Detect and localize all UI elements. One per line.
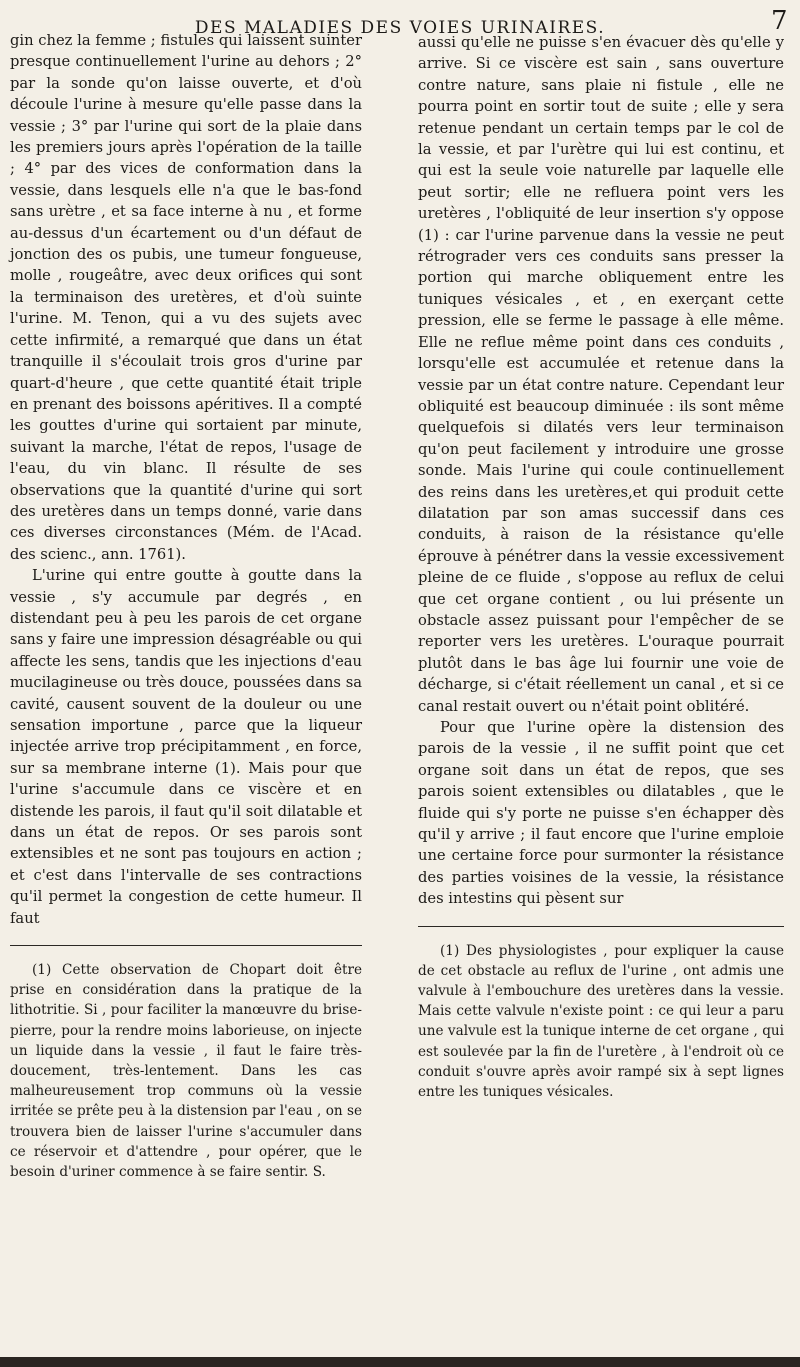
footnote-text: (1) Cette observation de Chopart doit être prise en considération dans la pratique de la lithotritie. Si , pour faciliter la manœuvre du brise-pierre, pour la rendre moins laborieuse, on injecte un liquide dans la vessie , il faut le faire très-doucement, très-lentement. Dans les cas malheureusement trop communs où la vessie irritée se prête peu à la distension par l'eau , on se trouvera bien de laisser l'urine s'accumuler dans ce réservoir et d'attendre , pour opérer, que le besoin d'uriner commence à se faire sentir. S.: [10, 962, 362, 1181]
page-bottom-edge: [0, 1357, 800, 1367]
right-paragraph: aussi qu'elle ne puisse s'en évacuer dès qu'elle y arrive. Si ce viscère est sain , sans ouverture contre nature, sans plaie ni fistule , elle ne pourra point en sortir tout de suite ; elle y sera retenue pendant un certain temps par le col de la vessie, et par l'urètre qui lui est continu, et qui est la seule voie naturelle par laquelle elle peut sortir; elle ne refluera point vers les uretères , l'obliquité de leur insertion s'y oppose (1) : car l'urine parvenue dans la vessie ne peut rétrograder vers ces conduits sans presser la portion qui marche obliquement entre les tuniques vésicales , et , en exerçant cette pression, elle se ferme le passage à elle même. Elle ne reflue même point dans ces conduits , lorsqu'elle est accumulée et retenue dans la vessie par un état contre nature. Cependant leur obliquité est beaucoup diminuée : ils sont même quelquefois si dilatés vers leur terminaison qu'on peut facilement y introduire une grosse sonde. Mais l'urine qui coule continuellement des reins dans les uretères,et qui produit cette dilatation par son amas successif dans ces conduits, à raison de la résistance qu'elle éprouve à pénétrer dans la vessie excessivement pleine de ce fluide , s'oppose au reflux de celui que cet organe contient , ou lui présente un obstacle assez puissant pour l'empêcher de se reporter vers les uretères. L'ouraque pourrait plutôt dans le bas âge lui fournir une voie de décharge, si c'était réellement un canal , et si ce canal restait ouvert ou n'était point oblitéré.: [418, 34, 784, 715]
page-number: 7: [771, 6, 788, 36]
footnote-divider: [418, 926, 784, 927]
left-paragraph: L'urine qui entre goutte à goutte dans la vessie , s'y accumule par degrés , en distendant peu à peu les parois de cet organe sans y faire une impression désagréable ou qui affecte les sens, tandis que les injections d'eau mucilagineuse ou très douce, poussées dans sa cavité, causent souvent de la douleur ou une sensation importune , parce que la liqueur injectée arrive trop précipitamment , en force, sur sa membrane interne (1). Mais pour que l'urine s'accumule dans ce viscère et en distende les parois, il faut qu'il soit dilatable et dans un état de repos. Or ses parois sont extensibles et ne sont pas toujours en action ; et c'est dans l'intervalle de ses contractions qu'il permet la congestion de cette humeur. Il faut: [10, 567, 362, 927]
footnote-text: (1) Des physiologistes , pour expliquer la cause de cet obstacle au reflux de l'urine , ont admis une valvule à l'embouchure des uretères dans la vessie. Mais cette valvule n'existe point : ce qui leur a paru une valvule est la tunique interne de cet organe , qui est soulevée par la fin de l'uretère , à l'endroit où ce conduit s'ouvre après avoir rampé six à sept lignes entre les tuniques vésicales.: [418, 942, 784, 1101]
right-footnote: [418, 941, 784, 1103]
left-footnote: [10, 960, 362, 1182]
right-column: [418, 32, 784, 1102]
left-column: [10, 30, 362, 1182]
footnote-divider: [10, 945, 362, 946]
right-paragraph: Pour que l'urine opère la distension des parois de la vessie , il ne suffit point que cet organe soit dans un état de repos, que ses parois soient extensibles ou dilatables , que le fluide qui s'y porte ne puisse s'en échapper dès qu'il y arrive ; il faut encore que l'urine emploie une certaine force pour surmonter la résistance des parties voisines de la vessie, la résistance des intestins qui pèsent sur: [418, 719, 784, 908]
running-head: DES MALADIES DES VOIES URINAIRES.: [194, 18, 606, 38]
left-paragraph: gin chez la femme ; fistules qui laissent suinter presque continuellement l'urine au dehors ; 2° par la sonde qu'on laisse ouverte, et d'où découle l'urine à mesure qu'elle passe dans la vessie ; 3° par l'urine qui sort de la plaie dans les premiers jours après l'opération de la taille ; 4° par des vices de conformation dans la vessie, dans lesquels elle n'a que le bas-fond sans urètre , et sa face interne à nu , et forme au-dessus d'un écartement ou d'un défaut de jonction des os pubis, une tumeur fongueuse, molle , rougeâtre, avec deux orifices qui sont la terminaison des uretères, et d'où suinte l'urine. M. Tenon, qui a vu des sujets avec cette infirmité, a remarqué que dans un état tranquille il s'écoulait trois gros d'urine par quart-d'heure , que cette quantité était triple en prenant des boissons apéritives. Il a compté les gouttes d'urine qui sortaient par minute, suivant la marche, l'état de repos, l'usage de l'eau, du vin blanc. Il résulte de ses observations que la quantité d'urine qui sort des uretères dans un temps donné, varie dans ces diverses circonstances (Mém. de l'Acad. des scienc., ann. 1761).: [10, 32, 362, 563]
